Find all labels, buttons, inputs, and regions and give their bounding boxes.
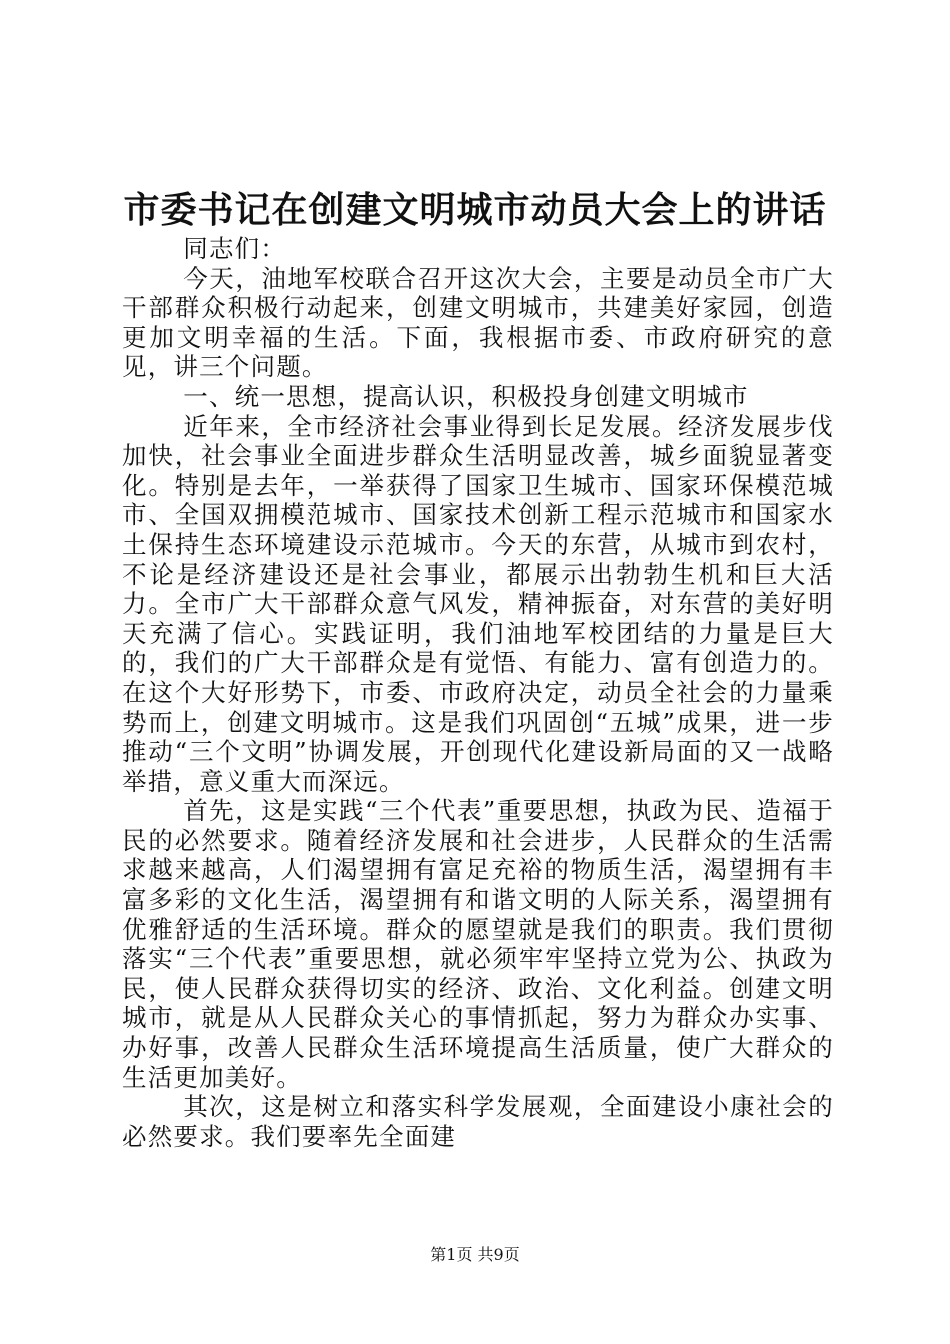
body-paragraph: 其次，这是树立和落实科学发展观，全面建设小康社会的必然要求。我们要率先全面建 [122,1092,834,1151]
page-number-footer: 第1页 共9页 [430,1245,520,1264]
intro-paragraph: 今天，油地军校联合召开这次大会，主要是动员全市广大干部群众积极行动起来，创建文明城市，共建美好家园，创造更加文明幸福的生活。下面，我根据市委、市政府研究的意见，讲三个问题。 [122,263,834,382]
document-body [122,234,834,1151]
body-paragraph: 首先，这是实践“三个代表”重要思想，执政为民、造福于民的必然要求。随着经济发展和社会进步，人民群众的生活需求越来越高，人们渴望拥有富足充裕的物质生活，渴望拥有丰富多彩的文化生活，渴望拥有和谐文明的人际关系，渴望拥有优雅舒适的生活环境。群众的愿望就是我们的职责。我们贯彻落实“三个代表”重要思想，就必须牢牢坚持立党为公、执政为民，使人民群众获得切实的经济、政治、文化利益。创建文明城市，就是从人民群众关心的事情抓起，努力为群众办实事、办好事，改善人民群众生活环境提高生活质量，使广大群众的生活更加美好。 [122,796,834,1092]
document-title: 市委书记在创建文明城市动员大会上的讲话 [123,189,827,231]
section-heading-1: 一、统一思想，提高认识，积极投身创建文明城市 [183,381,749,411]
salutation-paragraph: 同志们： [183,234,287,263]
body-paragraph: 近年来，全市经济社会事业得到长足发展。经济发展步伐加快，社会事业全面进步群众生活明显改善，城乡面貌显著变化。特别是去年，一举获得了国家卫生城市、国家环保模范城市、全国双拥模范城市、国家技术创新工程示范城市和国家水土保持生态环境建设示范城市。今天的东营，从城市到农村，不论是经济建设还是社会事业，都展示出勃勃生机和巨大活力。全市广大干部群众意气风发，精神振奋，对东营的美好明天充满了信心。实践证明，我们油地军校团结的力量是巨大的，我们的广大干部群众是有觉悟、有能力、富有创造力的。在这个大好形势下，市委、市政府决定，动员全社会的力量乘势而上，创建文明城市。这是我们巩固创“五城”成果，进一步推动“三个文明”协调发展，开创现代化建设新局面的又一战略举措，意义重大而深远。 [122,411,834,796]
